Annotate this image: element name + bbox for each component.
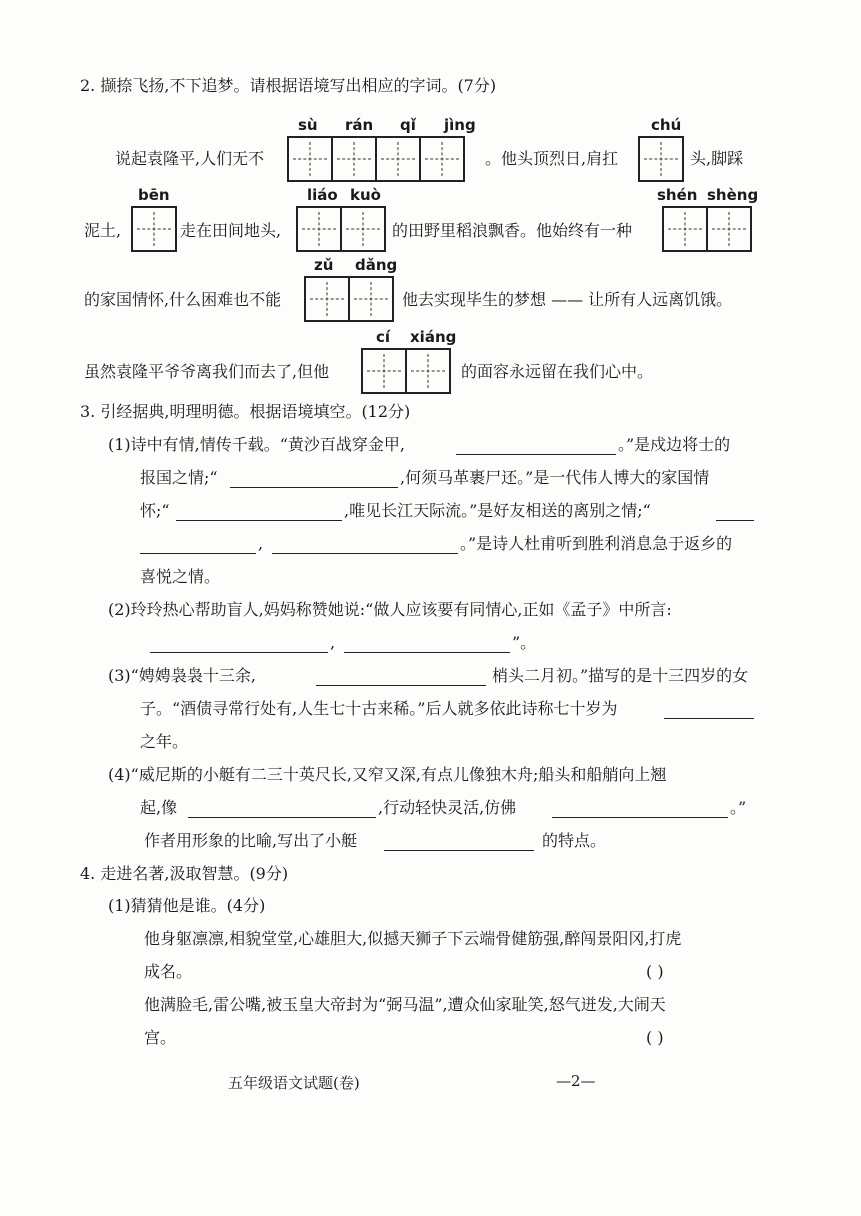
q3-3-line3: 之年。 xyxy=(140,732,189,751)
q2-line1-c: 头,脚踩 xyxy=(690,149,744,168)
q4-a-line1: 他身躯凛凛,相貌堂堂,心雄胆大,似撼天狮子下云端骨健筋强,醉闯景阳冈,打虎 xyxy=(144,929,682,948)
q2-title: 2. 撷捺飞扬,不下追梦。请根据语境写出相应的字词。(7分) xyxy=(80,76,497,95)
char-box[interactable] xyxy=(348,276,394,322)
q3-4-line2-a: 起,像 xyxy=(140,798,178,817)
page-number: —2— xyxy=(556,1072,596,1090)
q3-3-line1-b: 梢头二月初。”描写的是十三四岁的女 xyxy=(492,666,749,685)
answer-blank[interactable] xyxy=(150,638,328,653)
char-box[interactable] xyxy=(706,206,752,252)
q3-1-line5: 喜悦之情。 xyxy=(140,567,221,586)
answer-boxes-liaokuo[interactable] xyxy=(296,206,384,252)
pinyin-zu: zǔ xyxy=(314,256,334,274)
answer-blank[interactable] xyxy=(316,671,486,686)
q4-b-line2: 宫。 xyxy=(144,1028,177,1047)
char-box[interactable] xyxy=(361,348,407,394)
char-box[interactable] xyxy=(331,136,377,182)
char-box[interactable] xyxy=(405,348,451,394)
char-box[interactable] xyxy=(287,136,333,182)
q4-b-line1: 他满脸毛,雷公嘴,被玉皇大帝封为“弼马温”,遭众仙家耻笑,怒气迸发,大闹天 xyxy=(144,995,666,1014)
q2-line2-b: 走在田间地头, xyxy=(180,221,282,240)
answer-boxes-cixiang[interactable] xyxy=(361,348,449,394)
answer-boxes-shensheng[interactable] xyxy=(662,206,750,252)
q2-line4-b: 的面容永远留在我们心中。 xyxy=(461,362,654,381)
q3-1-line4-a: , xyxy=(258,534,264,553)
char-box[interactable] xyxy=(419,136,465,182)
q3-4-line2-c: 。” xyxy=(730,798,747,817)
q2-line1-b: 。他头顶烈日,肩扛 xyxy=(485,149,619,168)
char-box[interactable] xyxy=(662,206,708,252)
q3-4-line3-b: 的特点。 xyxy=(542,831,607,850)
q2-line3-b: 他去实现毕生的梦想 —— 让所有人远离饥饿。 xyxy=(402,290,733,309)
pinyin-ben: bēn xyxy=(138,186,170,204)
pinyin-ran: rán xyxy=(345,116,374,134)
q3-1-line1-b: 。”是戍边将士的 xyxy=(618,435,731,454)
q3-1-line3-a: 怀;“ xyxy=(140,501,170,520)
footer-title: 五年级语文试题(卷) xyxy=(228,1074,360,1092)
q3-2-line2-a: , xyxy=(330,633,336,652)
q3-1-line4-b: 。”是诗人杜甫听到胜利消息急于返乡的 xyxy=(460,534,733,553)
pinyin-chu: chú xyxy=(651,116,682,134)
answer-blank[interactable] xyxy=(716,506,754,521)
q3-4-line2-b: ,行动轻快灵活,仿佛 xyxy=(378,798,517,817)
answer-blank[interactable] xyxy=(140,539,256,554)
pinyin-liao: liáo xyxy=(307,186,338,204)
q2-line3-a: 的家国情怀,什么困难也不能 xyxy=(84,290,282,309)
answer-boxes-zudang[interactable] xyxy=(304,276,392,322)
pinyin-dang: dǎng xyxy=(355,256,398,274)
q3-4-line3-a: 作者用形象的比喻,写出了小艇 xyxy=(144,831,358,850)
answer-box-ben[interactable] xyxy=(131,206,175,252)
q3-1-line1-a: (1)诗中有情,情传千载。“黄沙百战穿金甲, xyxy=(108,435,406,454)
char-box[interactable] xyxy=(375,136,421,182)
q2-line2-c: 的田野里稻浪飘香。他始终有一种 xyxy=(392,221,633,240)
answer-blank[interactable] xyxy=(384,836,534,851)
answer-boxes-surangqijing[interactable] xyxy=(287,136,463,182)
answer-paren[interactable]: ( ) xyxy=(646,1028,664,1047)
q2-line2-a: 泥土, xyxy=(84,221,122,240)
pinyin-shen: shén xyxy=(657,186,698,204)
answer-paren[interactable]: ( ) xyxy=(646,962,664,981)
answer-blank[interactable] xyxy=(552,803,728,818)
q2-line4-a: 虽然袁隆平爷爷离我们而去了,但他 xyxy=(84,362,330,381)
pinyin-ci: cí xyxy=(376,328,391,346)
q2-line1-a: 说起袁隆平,人们无不 xyxy=(115,149,265,168)
char-box[interactable] xyxy=(304,276,350,322)
q3-3-line2-a: 子。“酒债寻常行处有,人生七十古来稀。”后人就多依此诗称七十岁为 xyxy=(140,699,618,718)
pinyin-kuo: kuò xyxy=(350,186,381,204)
char-box[interactable] xyxy=(131,206,177,252)
q3-4-line1: (4)“威尼斯的小艇有二三十英尺长,又窄又深,有点儿像独木舟;船头和船艄向上翘 xyxy=(108,765,667,784)
answer-blank[interactable] xyxy=(176,506,342,521)
q3-3-line1-a: (3)“娉娉袅袅十三余, xyxy=(108,666,256,685)
q3-1-line2-a: 报国之情;“ xyxy=(140,468,218,487)
pinyin-xiang: xiáng xyxy=(410,328,457,346)
q3-1-line3-b: ,唯见长江天际流。”是好友相送的离别之情;“ xyxy=(344,501,651,520)
pinyin-jing: jìng xyxy=(444,116,476,134)
q3-1-line2-b: ,何须马革裹尸还。”是一代伟人博大的家国情 xyxy=(400,468,710,487)
char-box[interactable] xyxy=(296,206,342,252)
pinyin-sheng: shèng xyxy=(707,186,759,204)
q4-sub1: (1)猜猜他是谁。(4分) xyxy=(108,896,266,915)
answer-blank[interactable] xyxy=(188,803,376,818)
q3-2-line1: (2)玲玲热心帮助盲人,妈妈称赞她说:“做人应该要有同情心,正如《孟子》中所言: xyxy=(108,600,672,619)
answer-box-chu[interactable] xyxy=(638,136,682,182)
answer-blank[interactable] xyxy=(272,539,458,554)
q3-2-line2-b: ”。 xyxy=(512,633,537,652)
char-box[interactable] xyxy=(340,206,386,252)
answer-blank[interactable] xyxy=(344,638,510,653)
pinyin-qi: qǐ xyxy=(400,116,416,134)
pinyin-su: sù xyxy=(298,116,318,134)
q4-a-line2: 成名。 xyxy=(144,962,193,981)
answer-blank[interactable] xyxy=(230,473,398,488)
q3-title: 3. 引经据典,明理明德。根据语境填空。(12分) xyxy=(80,402,411,421)
answer-blank[interactable] xyxy=(664,704,754,719)
char-box[interactable] xyxy=(638,136,684,182)
answer-blank[interactable] xyxy=(456,440,616,455)
q4-title: 4. 走进名著,汲取智慧。(9分) xyxy=(80,864,289,883)
